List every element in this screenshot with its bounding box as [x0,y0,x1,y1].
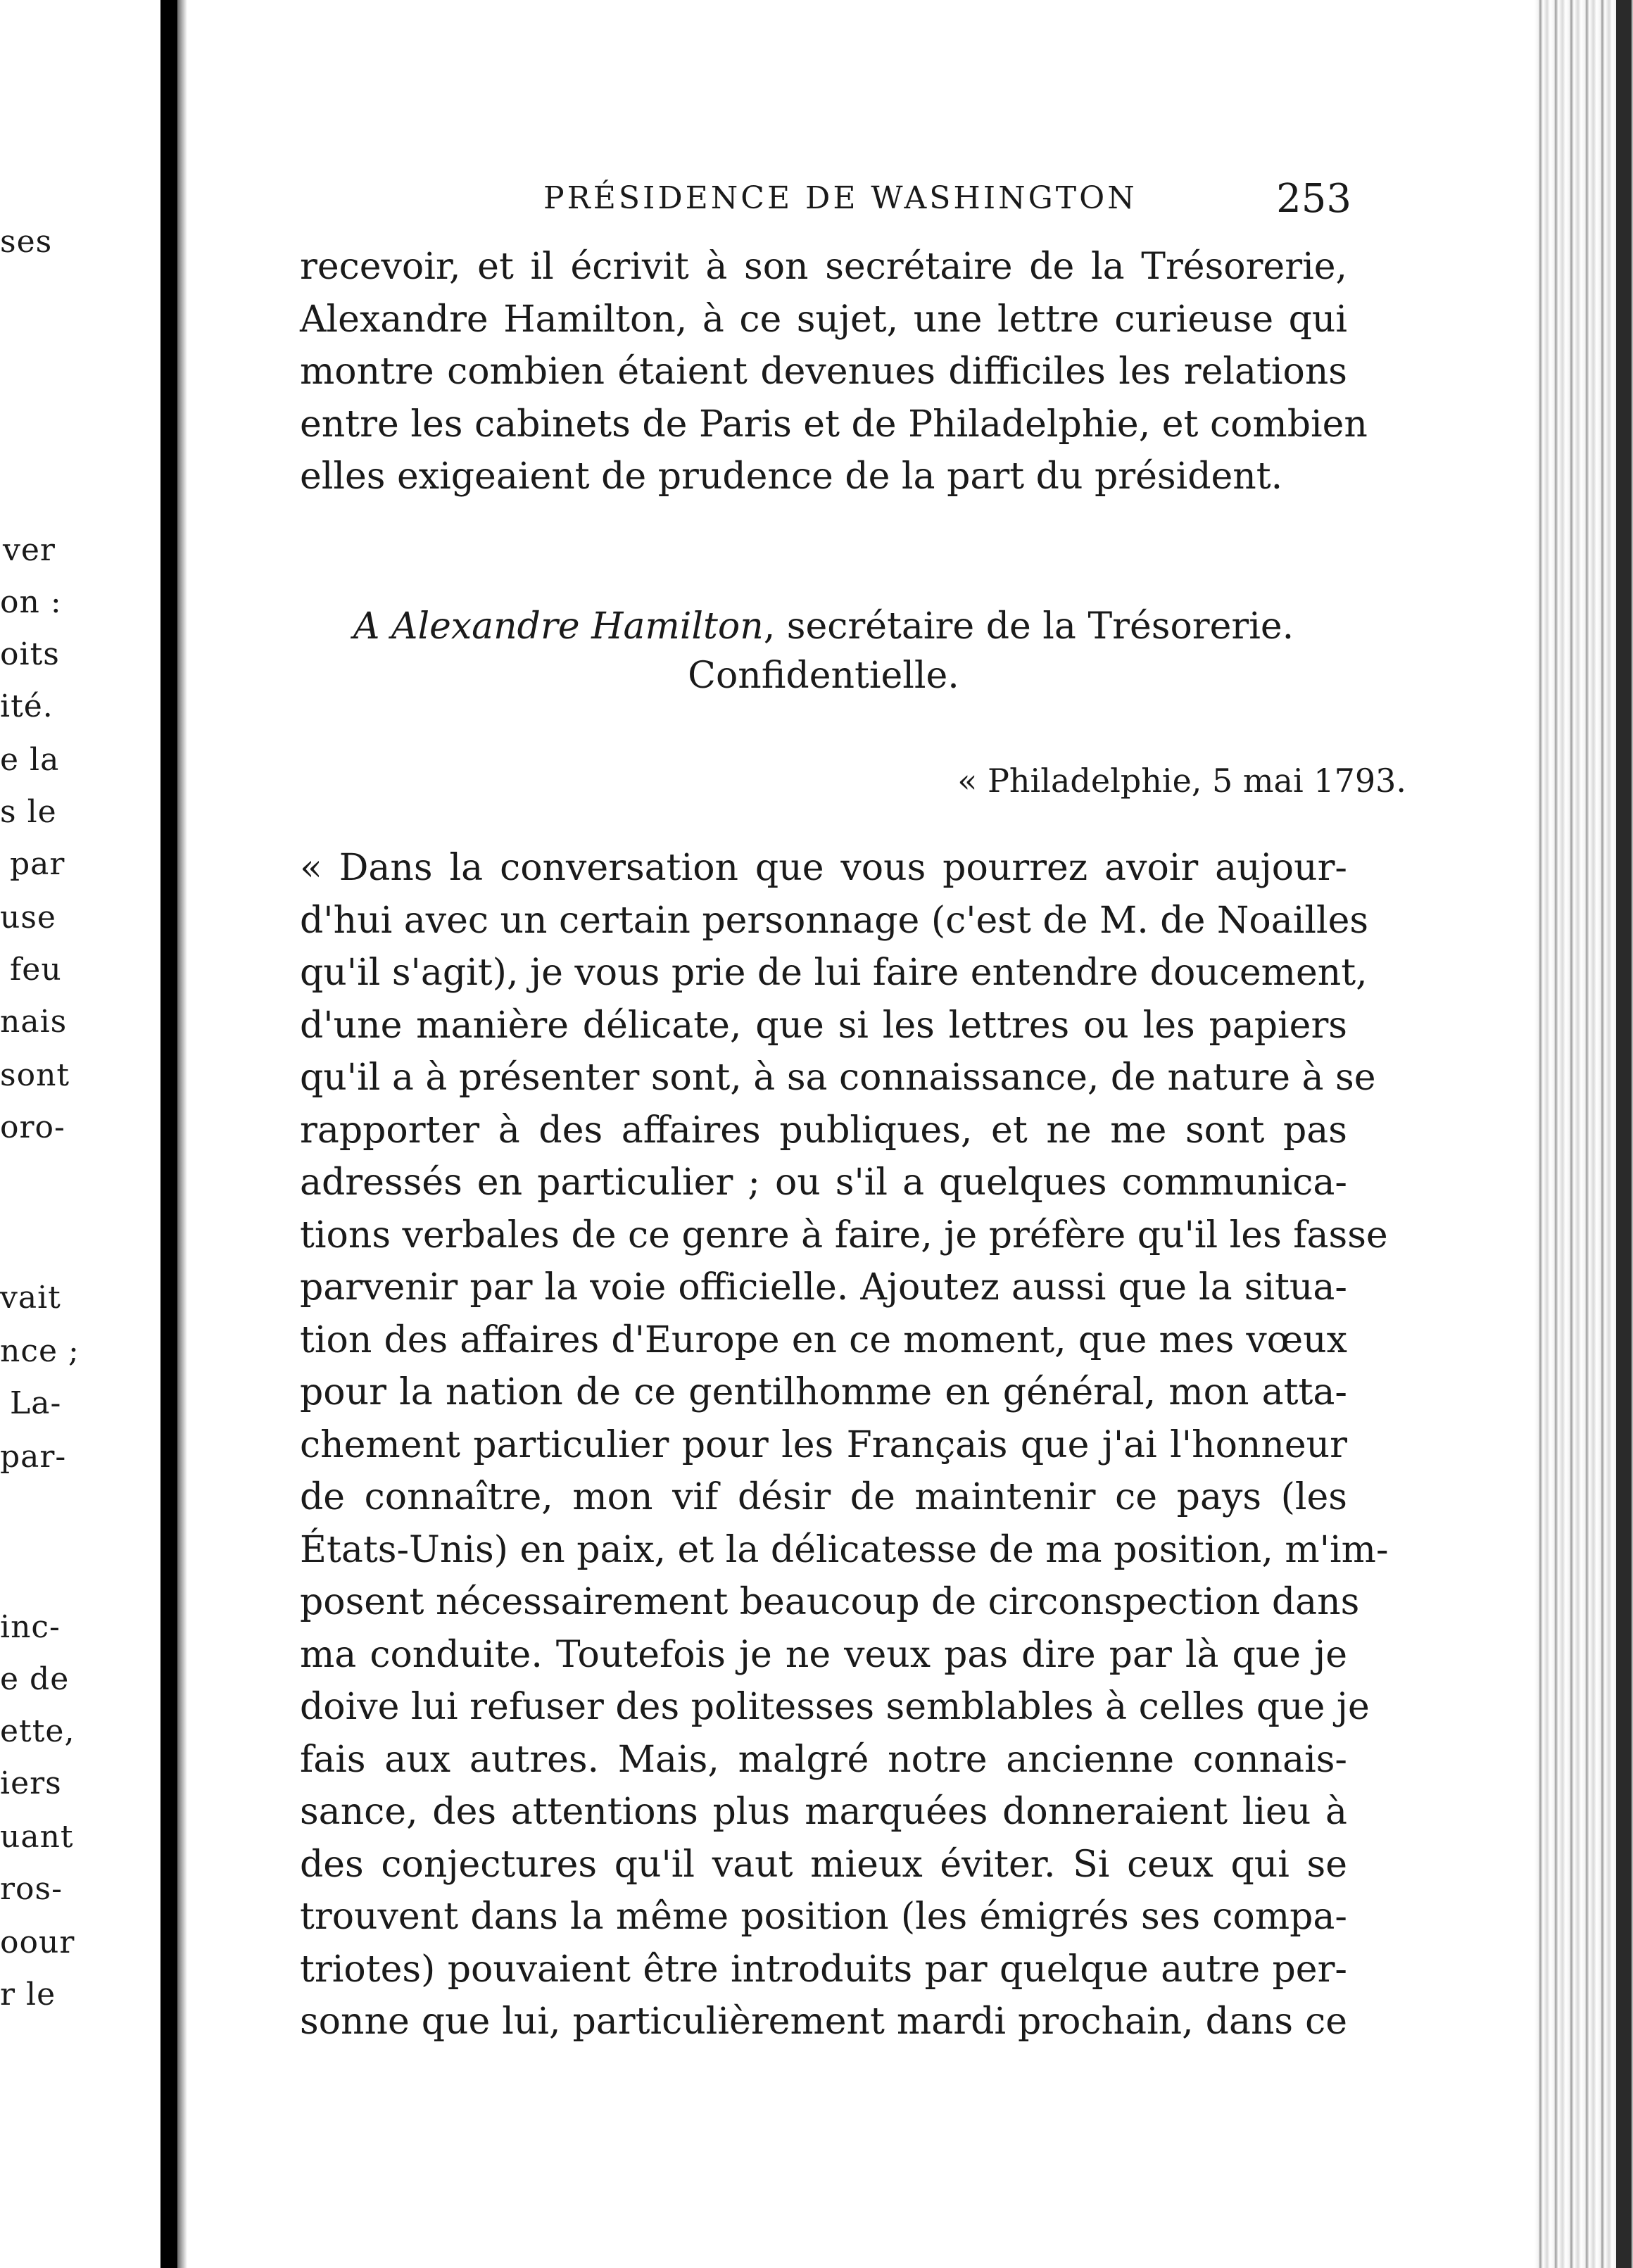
facing-page-text: ver [3,532,56,568]
facing-page-text: par [10,846,65,882]
text-line: chement particulier pour les Français que j'ai l'honneur [300,1423,1347,1466]
facing-page-text: oro- [0,1109,65,1145]
text-line: montre combien étaient devenues difficiles les relations [300,351,1347,393]
facing-page-text: oour [0,1924,75,1960]
text-line: tions verbales de ce genre à faire, je préfère qu'il les fasse [300,1214,1388,1256]
facing-page-text: inc- [0,1609,61,1645]
text-line: fais aux autres. Mais, malgré notre ancienne connais- [300,1738,1347,1781]
letter-body [300,842,1389,2048]
facing-page-text: ros- [0,1871,63,1907]
addressee-name: A Alexandre Hamilton [353,605,764,648]
text-line: d'une manière délicate, que si les lettres ou les papiers [300,1004,1347,1047]
facing-page-text: e la [0,742,60,778]
text-line: qu'il s'agit), je vous prie de lui faire entendre doucement, [300,952,1368,994]
text-line: doive lui refuser des politesses semblables à celles que je [300,1686,1370,1728]
confidential-label: Confidentielle. [688,655,959,697]
intro-paragraph [300,241,1368,503]
facing-page-text: r le [0,1977,56,2012]
facing-page-text: ette, [0,1713,75,1749]
text-line: ma conduite. Toutefois je ne veux pas dire par là que je [300,1633,1347,1676]
text-line: triotes) pouvaient être introduits par quelque autre per- [300,1948,1347,1991]
text-line: parvenir par la voie officielle. Ajoutez aussi que la situa- [300,1266,1347,1309]
facing-page-text: s le [0,794,57,830]
facing-page-text: ité. [0,688,53,724]
facing-page-text: par- [0,1439,67,1475]
facing-page-text: La- [10,1385,62,1421]
text-line: « Dans la conversation que vous pourrez avoir aujour- [300,847,1347,889]
running-header [359,176,1351,232]
text-line: des conjectures qu'il vaut mieux éviter. Si ceux qui se [300,1843,1347,1886]
running-title: PRÉSIDENCE DE WASHINGTON [543,180,1137,216]
facing-page-text: sont [0,1057,70,1093]
page-edge [1534,0,1633,2268]
facing-page-text: nce ; [0,1333,80,1369]
facing-page-text: iers [0,1765,62,1801]
text-line: posent nécessairement beaucoup de circonspection dans [300,1581,1360,1623]
page-edge-shadow [1616,0,1632,2268]
text-line: Alexandre Hamilton, à ce sujet, une lettre curieuse qui [300,298,1347,341]
facing-page-text: on : [0,584,62,620]
page-number: 253 [1276,176,1351,222]
text-line: sonne que lui, particulièrement mardi prochain, dans ce [300,2001,1347,2043]
text-line: trouvent dans la même position (les émigrés ses compa- [300,1896,1347,1938]
facing-page-text: ses [0,224,53,260]
text-line: pour la nation de ce gentilhomme en général, mon atta- [300,1371,1347,1413]
letter-heading [300,602,1347,700]
facing-page-text: feu [10,952,62,988]
text-line: États-Unis) en paix, et la délicatesse de ma position, m'im- [300,1528,1389,1571]
text-line: entre les cabinets de Paris et de Philadelphie, et combien [300,403,1368,446]
facing-page-text: vait [0,1280,61,1316]
text-line: qu'il a à présenter sont, à sa connaissance, de nature à se [300,1057,1376,1099]
text-line: d'hui avec un certain personnage (c'est de M. de Noailles [300,899,1369,942]
text-line: tion des affaires d'Europe en ce moment, que mes vœux [300,1318,1347,1361]
book-gutter [160,0,177,2268]
facing-page-text: use [0,900,56,935]
letter-dateline: « Philadelphie, 5 mai 1793. [957,762,1406,800]
facing-page-text: nais [0,1004,68,1040]
text-line: adressés en particulier ; ou s'il a quelques communica- [300,1161,1347,1204]
facing-page-fragment [0,0,160,2268]
facing-page-text: uant [0,1819,74,1855]
text-line: rapporter à des affaires publiques, et ne me sont pas [300,1109,1347,1152]
gutter-shadow [177,0,187,2268]
facing-page-text: oits [0,636,60,672]
addressee-title: , secrétaire de la Trésorerie. [763,605,1294,648]
text-line: de connaître, mon vif désir de maintenir ce pays (les [300,1476,1347,1518]
text-line: sance, des attentions plus marquées donneraient lieu à [300,1791,1347,1833]
text-line: recevoir, et il écrivit à son secrétaire de la Trésorerie, [300,246,1347,288]
text-line: elles exigeaient de prudence de la part du président. [300,455,1283,498]
addressee-line [300,602,1347,651]
facing-page-text: e de [0,1661,70,1697]
